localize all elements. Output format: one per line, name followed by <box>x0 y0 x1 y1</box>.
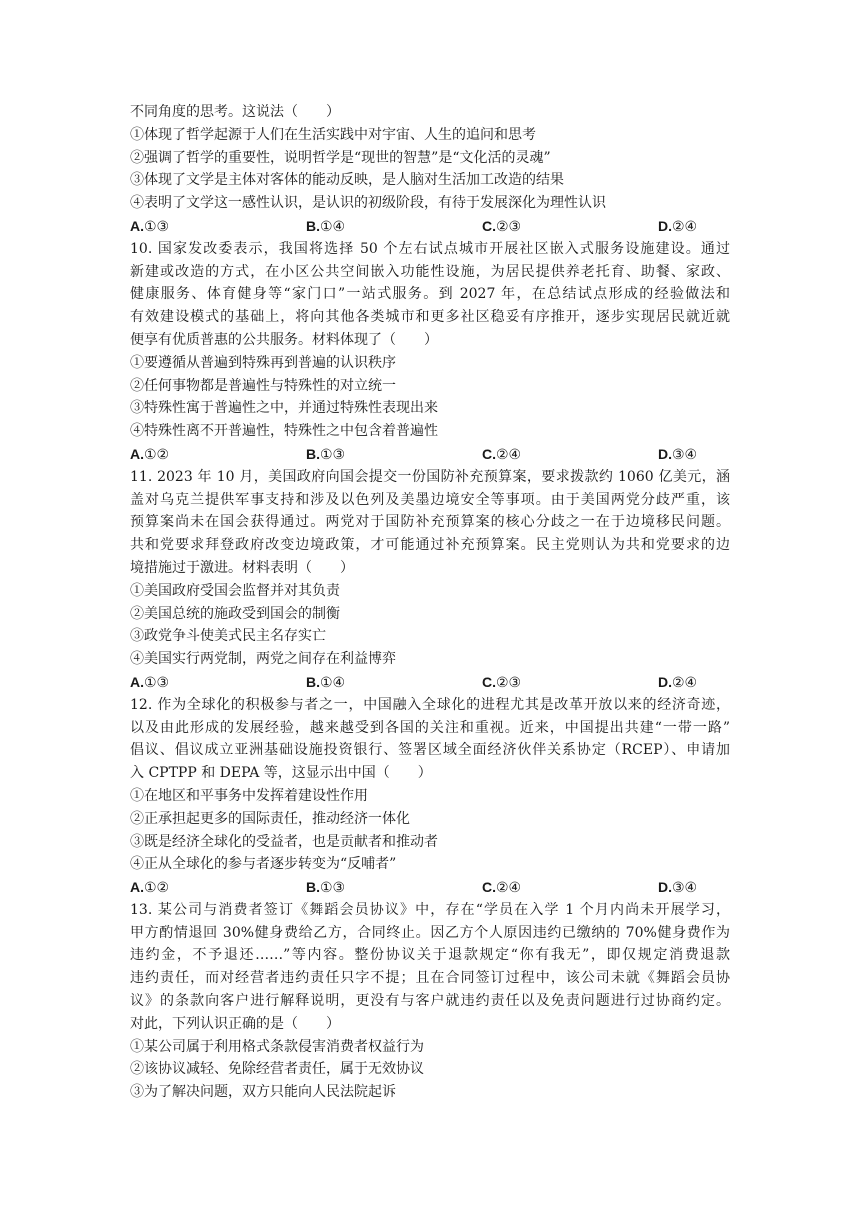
answer-option <box>658 671 697 694</box>
paragraph-line: 12. 作为全球化的积极参与者之一，中国融入全球化的进程尤其是改革开放以来的经济奇迹， <box>130 696 730 713</box>
answer-option <box>482 671 658 694</box>
text-line: 境措施过于激进。材料表明（ ） <box>130 559 354 576</box>
paragraph-line: 10. 国家发改委表示，我国将选择 50 个左右试点城市开展社区嵌入式服务设施建设。通过 <box>130 240 730 257</box>
answer-option <box>482 443 658 466</box>
text-line: ③既是经济全球化的受益者，也是贡献者和推动者 <box>130 833 438 850</box>
text-line: ①某公司属于利用格式条款侵害消费者权益行为 <box>130 1038 424 1055</box>
text-line: ①美国政府受国会监督并对其负责 <box>130 582 340 599</box>
paragraph-line: 违约金，不予退还……”等内容。整份协议关于退款规定“你有我无”，即仅规定消费退款 <box>130 947 730 964</box>
text-line: ③为了解决问题，双方只能向人民法院起诉 <box>130 1084 396 1101</box>
option-letter: A. <box>130 673 144 690</box>
option-letter: C. <box>482 673 496 690</box>
option-text: ②④ <box>496 446 522 463</box>
text-line: ④特殊性离不开普遍性，特殊性之中包含着普遍性 <box>130 423 438 440</box>
answer-option <box>306 443 482 466</box>
text-line: ④表明了文学这一感性认识，是认识的初级阶段，有待于发展深化为理性认识 <box>130 195 606 212</box>
option-text: ③④ <box>672 446 698 463</box>
option-letter: C. <box>482 445 496 462</box>
option-text: ①③ <box>144 674 170 691</box>
option-letter: D. <box>658 217 672 234</box>
option-letter: D. <box>658 879 672 896</box>
option-text: ③④ <box>672 880 698 897</box>
answer-option <box>306 876 482 899</box>
answer-option <box>658 876 697 899</box>
answer-option <box>658 443 697 466</box>
answer-options <box>130 671 730 694</box>
option-letter: D. <box>658 673 672 690</box>
answer-option <box>306 215 482 238</box>
text-line: ③政党争斗使美式民主名存实亡 <box>130 628 326 645</box>
option-text: ①② <box>144 446 170 463</box>
answer-option <box>306 671 482 694</box>
paragraph-line: 11. 2023 年 10 月，美国政府向国会提交一份国防补充预算案，要求拨款约 1060 亿美元，涵 <box>130 468 730 485</box>
paragraph-line: 预算案尚未在国会获得通过。两党对于国防补充预算案的核心分歧之一在于边境移民问题。 <box>130 514 730 531</box>
paragraph-line: 健康服务、体育健身等“家门口”一站式服务。到 2027 年，在总结试点形成的经验做法和 <box>130 286 730 303</box>
option-letter: B. <box>306 673 320 690</box>
option-letter: C. <box>482 879 496 896</box>
text-line: 入 CPTPP 和 DEPA 等，这显示出中国（ ） <box>130 765 432 782</box>
text-line: 不同角度的思考。这说法（ ） <box>130 104 340 120</box>
answer-option <box>130 215 306 238</box>
paragraph-line: 议》的条款向客户进行解释说明，更没有与客户就违约责任以及免责问题进行过协商约定。 <box>130 993 730 1010</box>
text-line: ②正承担起更多的国际责任，推动经济一体化 <box>130 810 410 827</box>
answer-options <box>130 443 730 466</box>
paragraph-line: 13. 某公司与消费者签订《舞蹈会员协议》中，存在“学员在入学 1 个月内尚未开展学习， <box>130 901 730 918</box>
paragraph-line: 有效建设模式的基础上，将向其他各类城市和更多社区稳妥有序推开，逐步实现居民就近就 <box>130 309 730 326</box>
answer-option <box>482 215 658 238</box>
document-page <box>130 101 730 1104</box>
paragraph-line: 甲方酌情退回 30%健身费给乙方，合同终止。因乙方个人原因违约已缴纳的 70%健身费作为 <box>130 924 730 941</box>
option-letter: B. <box>306 879 320 896</box>
option-text: ②④ <box>672 674 698 691</box>
option-letter: B. <box>306 445 320 462</box>
paragraph-line: 违约责任，而对经营者违约责任只字不提；且在合同签订过程中，该公司未就《舞蹈会员协 <box>130 970 730 987</box>
text-line: ①在地区和平事务中发挥着建设性作用 <box>130 787 368 804</box>
answer-option <box>482 876 658 899</box>
option-text: ①② <box>144 880 170 897</box>
paragraph-line: 盖对乌克兰提供军事支持和涉及以色列及美墨边境安全等事项。由于美国两党分歧严重，该 <box>130 491 730 508</box>
text-line: ②美国总统的施政受到国会的制衡 <box>130 605 340 622</box>
option-letter: B. <box>306 217 320 234</box>
text-line: 便享有优质普惠的公共服务。材料体现了（ ） <box>130 331 438 348</box>
option-text: ②③ <box>496 218 522 235</box>
option-letter: A. <box>130 445 144 462</box>
option-text: ①③ <box>320 880 346 897</box>
option-text: ②④ <box>672 218 698 235</box>
answer-options <box>130 215 730 238</box>
text-line: ②该协议减轻、免除经营者责任，属于无效协议 <box>130 1061 424 1078</box>
text-line: ②任何事物都是普遍性与特殊性的对立统一 <box>130 377 396 394</box>
option-text: ②③ <box>496 674 522 691</box>
paragraph-line: 倡议、倡议成立亚洲基础设施投资银行、签署区域全面经济伙伴关系协定（RCEP）、申请加 <box>130 742 730 759</box>
option-letter: A. <box>130 217 144 234</box>
option-letter: D. <box>658 445 672 462</box>
option-text: ①③ <box>320 446 346 463</box>
text-line: ①要遵循从普遍到特殊再到普遍的认识秩序 <box>130 354 396 371</box>
option-letter: A. <box>130 879 144 896</box>
paragraph-line: 共和党要求拜登政府改变边境政策，才可能通过补充预算案。民主党则认为共和党要求的边 <box>130 537 730 554</box>
answer-option <box>130 876 306 899</box>
answer-options <box>130 876 730 899</box>
text-line: ④美国实行两党制，两党之间存在利益博弈 <box>130 651 396 668</box>
answer-option <box>130 443 306 466</box>
text-line: ③体现了文学是主体对客体的能动反映，是人脑对生活加工改造的结果 <box>130 172 564 189</box>
option-letter: C. <box>482 217 496 234</box>
text-line: 对此，下列认识正确的是（ ） <box>130 1015 340 1032</box>
answer-option <box>658 215 697 238</box>
text-line: ①体现了哲学起源于人们在生活实践中对宇宙、人生的追问和思考 <box>130 126 536 143</box>
text-line: ②强调了哲学的重要性，说明哲学是“现世的智慧”是“文化活的灵魂” <box>130 149 551 166</box>
text-line: ③特殊性寓于普遍性之中，并通过特殊性表现出来 <box>130 400 438 417</box>
option-text: ②④ <box>496 880 522 897</box>
paragraph-line: 以及由此形成的发展经验，越来越受到各国的关注和重视。近来，中国提出共建“一带一路” <box>130 719 730 736</box>
option-text: ①④ <box>320 674 346 691</box>
option-text: ①③ <box>144 218 170 235</box>
answer-option <box>130 671 306 694</box>
paragraph-line: 新建或改造的方式，在小区公共空间嵌入功能性设施，为居民提供养老托育、助餐、家政、 <box>130 263 730 280</box>
text-line: ④正从全球化的参与者逐步转变为“反哺者” <box>130 856 397 873</box>
option-text: ①④ <box>320 218 346 235</box>
